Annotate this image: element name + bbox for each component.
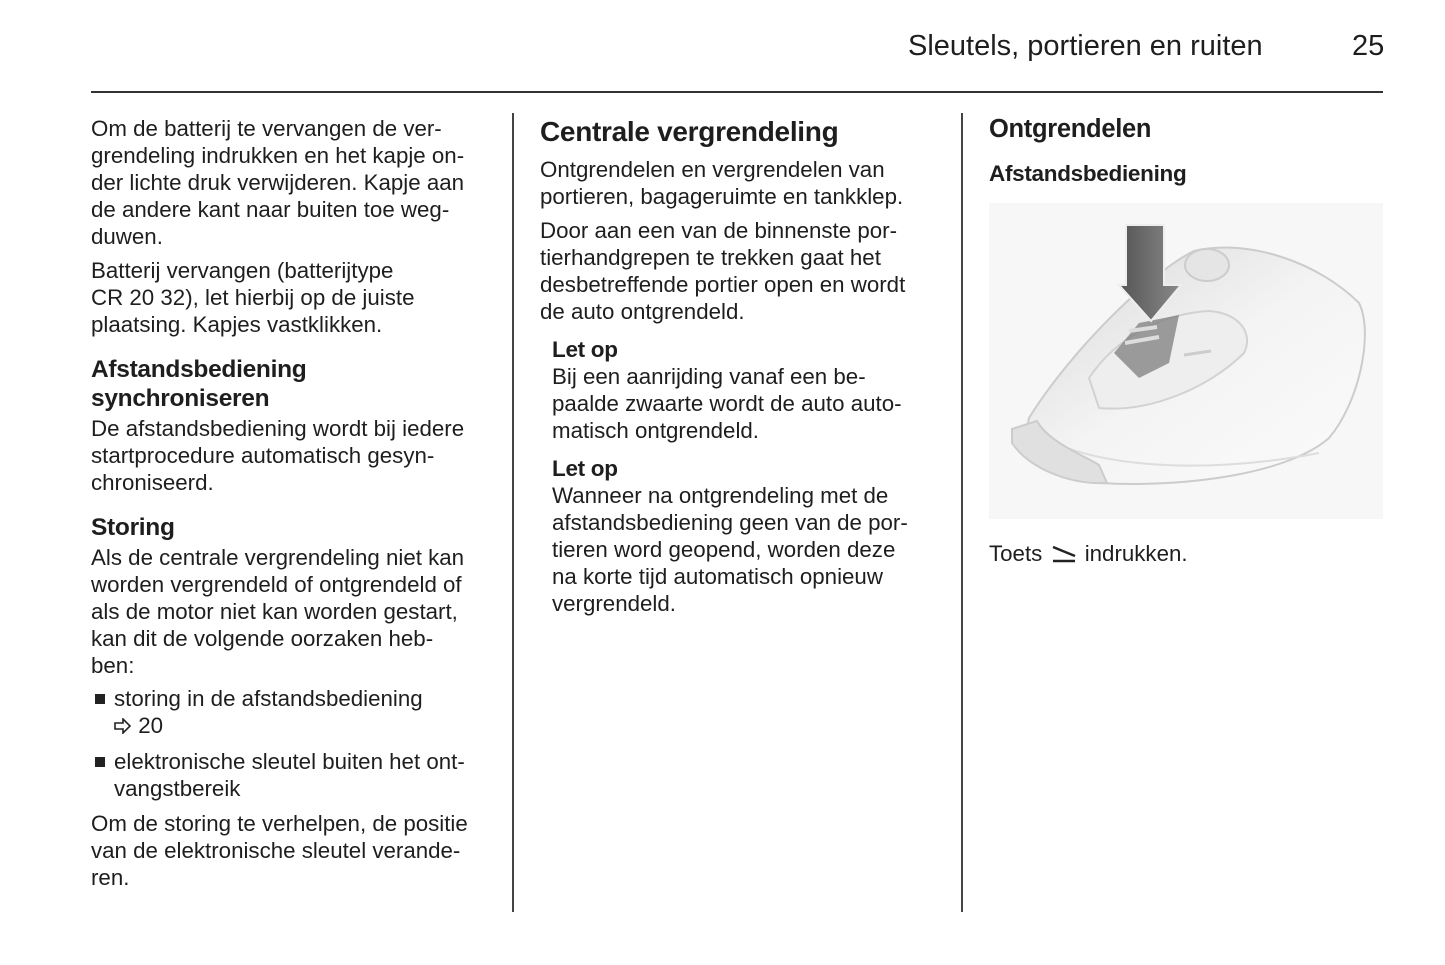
text-line: na korte tijd automatisch opnieuw [552, 563, 883, 589]
text-line: worden vergrendeld of ontgrendeld of [91, 571, 462, 597]
paragraph-intro [540, 157, 903, 211]
caption-text: indrukken. [1084, 541, 1188, 566]
text-line: kan dit de volgende oorzaken heb- [91, 625, 434, 651]
column-divider [512, 113, 514, 912]
text-line: Om de storing te verhelpen, de positie [91, 811, 468, 836]
text-line: elektronische sleutel buiten het ont- [114, 749, 465, 774]
running-header-title: Sleutels, portieren en ruiten [908, 30, 1263, 62]
section-title-ontgrendelen: Ontgrendelen [989, 115, 1152, 143]
note-block [552, 337, 902, 445]
text-line: startprocedure automatisch gesyn- [91, 442, 435, 468]
page-reference-number: 20 [138, 712, 164, 738]
heading-line: Afstandsbediening [91, 356, 307, 383]
text-line: der lichte druk verwijderen. Kapje aan [91, 169, 465, 195]
text-line: ben: [91, 652, 135, 678]
key-fob-illustration [989, 203, 1383, 519]
text-line: tieren word geopend, worden deze [552, 536, 896, 562]
caption-text: Toets [989, 541, 1043, 566]
heading-line: synchroniseren [91, 385, 270, 412]
paragraph-storing [91, 545, 464, 680]
paragraph-sync [91, 416, 464, 497]
text-line: van de elektronische sleutel verande- [91, 837, 461, 863]
bullet-item [91, 749, 465, 803]
text-line: portieren, bagageruimte en tankklep. [540, 183, 904, 209]
page-number: 25 [1352, 30, 1385, 62]
figure-caption [989, 541, 1188, 568]
header-rule [91, 91, 1383, 93]
text-line: Door aan een van de binnenste por- [540, 218, 898, 243]
text-line: Bij een aanrijding vanaf een be- [552, 363, 866, 389]
text-line: plaatsing. Kapjes vastklikken. [91, 311, 383, 337]
text-line: Wanneer na ontgrendeling met de [552, 482, 889, 508]
page-reference[interactable] [114, 713, 423, 740]
text-line: grendeling indrukken en het kapje on- [91, 142, 465, 168]
note-block [552, 456, 908, 617]
text-line: vangstbereik [114, 775, 241, 801]
text-line: Ontgrendelen en vergrendelen van [540, 157, 885, 182]
text-line: tierhandgrepen te trekken gaat het [540, 244, 881, 270]
column-divider [961, 113, 963, 912]
paragraph-handles [540, 218, 905, 326]
bullet-item [91, 686, 423, 740]
section-title: Centrale vergrendeling [540, 116, 839, 147]
text-line: ren. [91, 864, 130, 890]
text-line: storing in de afstandsbediening [114, 686, 423, 711]
text-line: Als de centrale vergrendeling niet kan [91, 545, 465, 570]
note-label: Let op [552, 337, 618, 362]
paragraph-remedy [91, 811, 468, 892]
heading-sync [91, 355, 306, 413]
paragraph-battery [91, 116, 464, 251]
text-line: matisch ontgrendeld. [552, 417, 759, 443]
text-line: desbetreffende portier open en wordt [540, 271, 906, 297]
arrow-right-outline-icon [114, 718, 132, 734]
text-line: de auto ontgrendeld. [540, 298, 745, 324]
text-line: paalde zwaarte wordt de auto auto- [552, 390, 902, 416]
text-line: duwen. [91, 223, 163, 249]
unlock-button-icon [1051, 545, 1077, 563]
subsection-title: Afstandsbediening [989, 161, 1187, 186]
text-line: als de motor niet kan worden gestart, [91, 598, 458, 624]
text-line: Om de batterij te vervangen de ver- [91, 116, 442, 141]
heading-storing: Storing [91, 514, 175, 541]
text-line: afstandsbediening geen van de por- [552, 509, 908, 535]
note-label: Let op [552, 456, 618, 481]
text-line: vergrendeld. [552, 590, 676, 616]
text-line: de andere kant naar buiten toe weg- [91, 196, 450, 222]
text-line: CR 20 32), let hierbij op de juiste [91, 284, 415, 310]
text-line: chroniseerd. [91, 469, 214, 495]
bullet-square-icon [95, 757, 105, 767]
bullet-square-icon [95, 694, 105, 704]
paragraph-battery-type [91, 258, 414, 339]
text-line: De afstandsbediening wordt bij iedere [91, 416, 465, 441]
text-line: Batterij vervangen (batterijtype [91, 258, 394, 283]
